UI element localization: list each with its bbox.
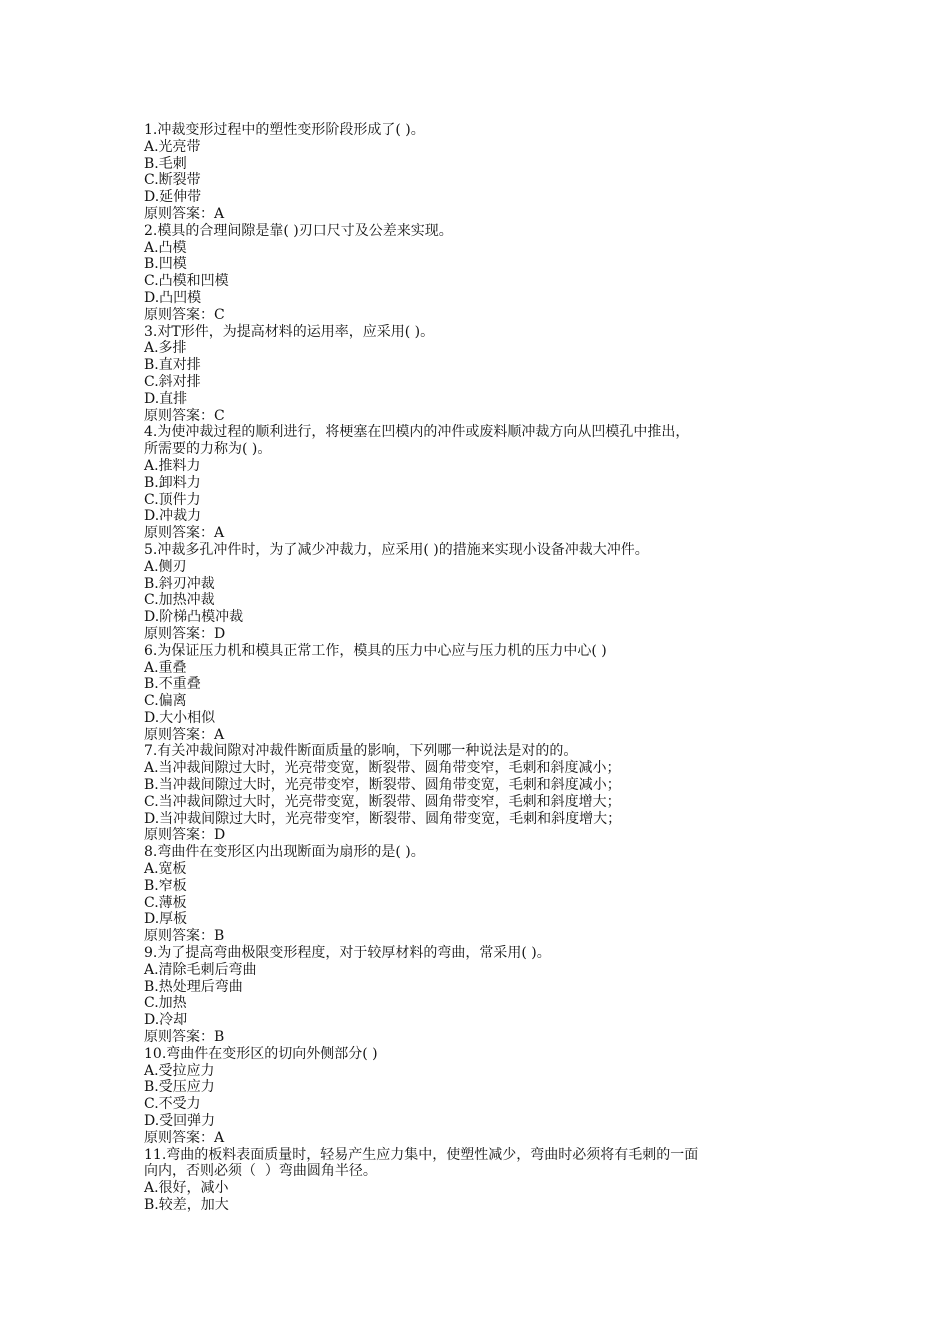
question-stem: 8.弯曲件在变形区内出现断面为扇形的是( )。 <box>144 844 425 861</box>
question-5 <box>144 542 824 643</box>
answer-line: 原则答案：A <box>144 525 225 542</box>
option-d: D.直排 <box>144 390 188 407</box>
option-list <box>144 139 824 206</box>
option-d: D.厚板 <box>144 911 188 928</box>
question-stem: 6.为保证压力机和模具正常工作，模具的压力中心应与压力机的压力中心( ) <box>144 642 607 659</box>
option-list <box>144 340 824 407</box>
answer-line: 原则答案：A <box>144 1129 225 1146</box>
question-8 <box>144 844 824 945</box>
question-stem: 4.为使冲裁过程的顺利进行，将梗塞在凹模内的冲件或废料顺冲裁方向从凹模孔中推出， <box>144 424 690 441</box>
option-c: C.加热冲裁 <box>144 592 215 609</box>
option-a: A.受拉应力 <box>144 1062 215 1079</box>
option-c: C.当冲裁间隙过大时，光亮带变宽，断裂带、圆角带变窄，毛刺和斜度增大； <box>144 793 621 810</box>
question-3 <box>144 324 824 425</box>
option-a: A.凸模 <box>144 239 187 256</box>
option-d: D.冷却 <box>144 1012 188 1029</box>
option-c: C.斜对排 <box>144 373 201 390</box>
option-d: D.当冲裁间隙过大时，光亮带变窄，断裂带、圆角带变宽，毛刺和斜度增大； <box>144 810 622 827</box>
question-4 <box>144 424 824 542</box>
option-c: C.不受力 <box>144 1096 201 1113</box>
option-a: A.侧刃 <box>144 558 187 575</box>
option-b: B.热处理后弯曲 <box>144 978 243 995</box>
answer-line: 原则答案：A <box>144 726 225 743</box>
question-1 <box>144 122 824 223</box>
option-d: D.大小相似 <box>144 709 216 726</box>
option-b: B.较差，加大 <box>144 1197 229 1213</box>
question-stem: 10.弯曲件在变形区的切向外侧部分( ) <box>144 1045 378 1062</box>
option-b: B.斜刃冲裁 <box>144 575 215 592</box>
question-7 <box>144 743 824 844</box>
option-b: B.窄板 <box>144 877 187 894</box>
document-page <box>144 122 824 1214</box>
question-10 <box>144 1046 824 1147</box>
answer-line: 原则答案：B <box>144 928 225 945</box>
option-list <box>144 458 824 525</box>
option-list <box>144 962 824 1029</box>
option-a: A.清除毛刺后弯曲 <box>144 961 257 978</box>
question-stem: 3.对T形件，为提高材料的运用率，应采用( )。 <box>144 323 435 340</box>
option-list <box>144 240 824 307</box>
option-c: C.断裂带 <box>144 172 201 189</box>
answer-line: 原则答案：C <box>144 407 225 424</box>
question-stem: 9.为了提高弯曲极限变形程度，对于较厚材料的弯曲，常采用( )。 <box>144 945 551 962</box>
answer-line: 原则答案：B <box>144 1029 225 1046</box>
option-d: D.延伸带 <box>144 189 202 206</box>
option-list <box>144 559 824 626</box>
option-a: A.当冲裁间隙过大时，光亮带变宽，断裂带、圆角带变窄，毛刺和斜度减小； <box>144 760 621 777</box>
option-c: C.顶件力 <box>144 491 201 508</box>
option-b: B.不重叠 <box>144 676 201 693</box>
question-6 <box>144 643 824 744</box>
question-stem: 1.冲裁变形过程中的塑性变形阶段形成了( )。 <box>144 122 425 138</box>
question-stem: 5.冲裁多孔冲件时，为了减少冲裁力，应采用( )的措施来实现小设备冲裁大冲件。 <box>144 541 649 558</box>
option-c: C.凸模和凹模 <box>144 273 229 290</box>
question-stem-continued: 向内，否则必须（ ）弯曲圆角半径。 <box>144 1163 377 1180</box>
option-list <box>144 760 824 827</box>
option-b: B.毛刺 <box>144 155 187 172</box>
answer-line: 原则答案：C <box>144 306 225 323</box>
option-b: B.卸料力 <box>144 474 201 491</box>
option-a: A.光亮带 <box>144 138 201 155</box>
question-stem-continued: 所需要的力称为( )。 <box>144 441 272 458</box>
option-a: A.宽板 <box>144 861 187 878</box>
option-c: C.偏离 <box>144 693 187 710</box>
option-d: D.冲裁力 <box>144 508 202 525</box>
option-a: A.重叠 <box>144 659 187 676</box>
option-a: A.很好，减小 <box>144 1180 229 1197</box>
question-stem: 2.模具的合理间隙是靠( )刃口尺寸及公差来实现。 <box>144 222 453 239</box>
option-c: C.加热 <box>144 995 187 1012</box>
question-stem: 7.有关冲裁间隙对冲裁件断面质量的影响，下列哪一种说法是对的的。 <box>144 743 578 760</box>
question-9 <box>144 945 824 1046</box>
option-d: D.凸凹模 <box>144 289 202 306</box>
answer-line: 原则答案：D <box>144 827 226 844</box>
option-c: C.薄板 <box>144 894 187 911</box>
option-list <box>144 660 824 727</box>
option-b: B.直对排 <box>144 357 201 374</box>
question-2 <box>144 223 824 324</box>
option-b: B.当冲裁间隙过大时，光亮带变窄，断裂带、圆角带变宽，毛刺和斜度减小； <box>144 777 621 794</box>
option-d: D.受回弹力 <box>144 1113 216 1130</box>
question-stem: 11.弯曲的板料表面质量时，轻易产生应力集中，使塑性减少，弯曲时必须将有毛刺的一面 <box>144 1146 699 1163</box>
option-list <box>144 1063 824 1130</box>
question-11 <box>144 1147 824 1214</box>
answer-line: 原则答案：D <box>144 625 226 642</box>
option-b: B.凹模 <box>144 256 187 273</box>
option-d: D.阶梯凸模冲裁 <box>144 609 244 626</box>
option-list <box>144 1180 824 1214</box>
option-b: B.受压应力 <box>144 1079 215 1096</box>
option-a: A.多排 <box>144 340 187 357</box>
answer-line: 原则答案：A <box>144 205 225 222</box>
option-list <box>144 861 824 928</box>
option-a: A.推料力 <box>144 457 201 474</box>
